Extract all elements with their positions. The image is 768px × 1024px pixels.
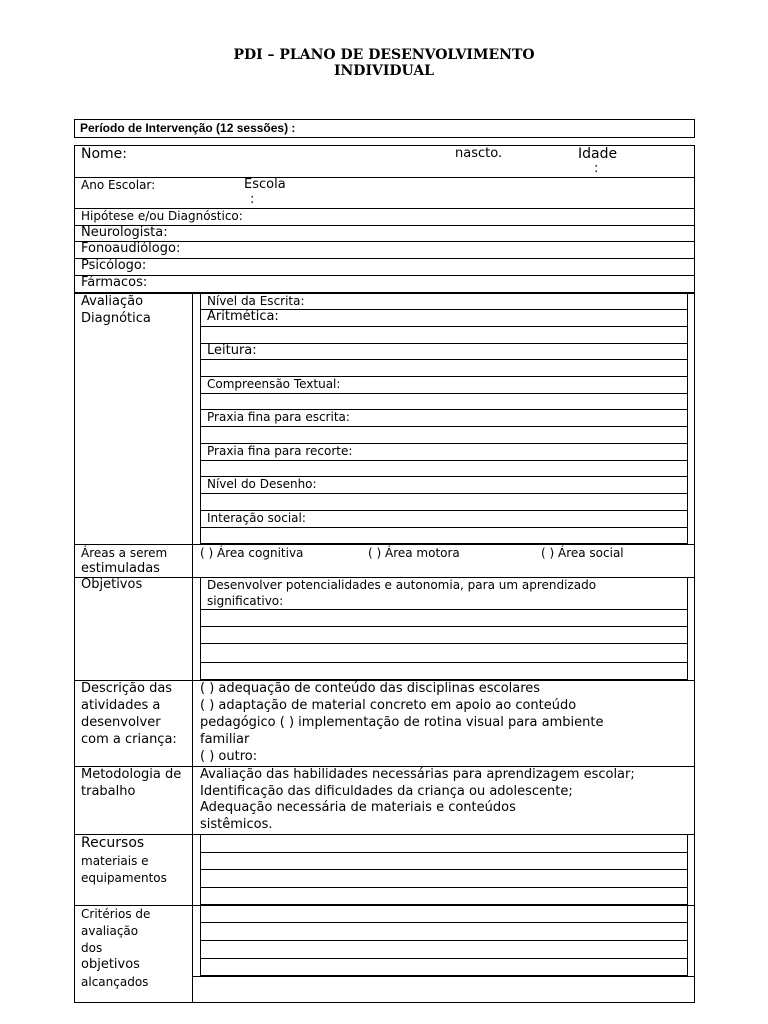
idade-label: Idade (578, 146, 618, 162)
areas-label-2: estimuladas (81, 561, 160, 576)
metodologia-label-1: Metodologia de (81, 767, 182, 782)
grid-line (200, 527, 688, 528)
criterios-label-5: alcançados (81, 975, 149, 989)
hipotese-label: Hipótese e/ou Diagnóstico: (81, 209, 243, 223)
grid-line (200, 887, 688, 888)
grid-line (200, 493, 688, 494)
metodologia-line: Avaliação das habilidades necessárias para aprendizagem escolar; (200, 767, 635, 782)
row-divider (74, 275, 695, 276)
nome-label: Nome: (81, 146, 128, 162)
praxia-escrita-label: Praxia fina para escrita: (207, 410, 350, 424)
periodo-label: Período de Intervenção (12 sessões) : (80, 121, 296, 135)
descricao-line: ( ) adequação de conteúdo das disciplinas escolares (200, 681, 541, 696)
descricao-label-4: com a criança: (81, 732, 177, 747)
grid-line (200, 426, 688, 427)
areas-label: Áreas a serem (81, 546, 168, 560)
area-cognitiva-option[interactable]: ( ) Área cognitiva (200, 546, 304, 560)
interacao-social-label: Interação social: (207, 511, 306, 525)
area-motora-option[interactable]: ( ) Área motora (368, 546, 460, 560)
metodologia-label-2: trabalho (81, 784, 136, 799)
grid-line (192, 976, 695, 977)
compreensao-label: Compreensão Textual: (207, 377, 341, 391)
grid-line (200, 359, 688, 360)
page-title: PDI – PLANO DE DESENVOLVIMENTO (233, 47, 535, 63)
nascto-label: nascto. (455, 146, 503, 161)
aritmetica-label: Aritmética: (207, 309, 279, 324)
grid-line (200, 922, 688, 923)
grid-line (200, 626, 688, 627)
page-title-line2: INDIVIDUAL (333, 63, 435, 79)
neurologista-label: Neurologista: (81, 225, 168, 240)
grid-line (200, 940, 688, 941)
objetivos-label: Objetivos (81, 577, 143, 592)
metodologia-line: Identificação das dificuldades da criança ou adolescente; (200, 784, 573, 799)
objetivos-text: Desenvolver potencialidades e autonomia, para um aprendizado (207, 578, 597, 592)
descricao-label-3: desenvolver (81, 715, 161, 730)
grid-line (200, 343, 688, 344)
grid-line (200, 609, 688, 610)
table-column-divider (192, 293, 193, 1003)
grid-line (200, 662, 688, 663)
grid-line (200, 852, 688, 853)
grid-line (200, 869, 688, 870)
ano-escolar-label: Ano Escolar: (81, 178, 156, 192)
descricao-line: familiar (200, 732, 250, 747)
right-border (694, 544, 695, 577)
row-divider (74, 258, 695, 259)
criterios-label-2: avaliação (81, 924, 139, 938)
row-divider (74, 177, 695, 178)
recursos-label-1: Recursos (81, 835, 145, 851)
escola-label: Escola (244, 177, 286, 192)
right-border (694, 680, 695, 1002)
escola-colon: : (250, 192, 255, 207)
psicologo-label: Psicólogo: (81, 258, 147, 273)
grid-line (200, 643, 688, 644)
grid-line (200, 393, 688, 394)
fonoaudiologo-label: Fonoaudiólogo: (81, 241, 181, 256)
avaliacao-right-border (694, 293, 695, 544)
table-left-border (74, 293, 75, 1003)
praxia-recorte-label: Praxia fina para recorte: (207, 444, 353, 458)
metodologia-line: sistêmicos. (200, 817, 273, 832)
grid-line (200, 958, 688, 959)
avaliacao-label: Avaliação (81, 294, 144, 309)
table-bottom-border (74, 1002, 695, 1003)
descricao-label-2: atividades a (81, 698, 161, 713)
criterios-label-3: dos (81, 941, 103, 955)
objetivos-text-2: significativo: (207, 594, 284, 608)
criterios-label-4: objetivos (81, 957, 140, 972)
recursos-label-2: materiais e (81, 854, 149, 868)
area-social-option[interactable]: ( ) Área social (541, 546, 624, 560)
nivel-desenho-label: Nível do Desenho: (207, 477, 317, 491)
grid-line (200, 326, 688, 327)
descricao-label-1: Descrição das (81, 681, 173, 696)
avaliacao-label-2: Diagnótica (81, 311, 151, 326)
idade-colon: : (594, 161, 599, 176)
criterios-label-1: Critérios de (81, 907, 151, 921)
recursos-label-3: equipamentos (81, 871, 167, 885)
descricao-line: ( ) adaptação de material concreto em apoio ao conteúdo (200, 698, 577, 713)
leitura-label: Leitura: (207, 343, 257, 358)
nivel-escrita-label: Nível da Escrita: (207, 294, 305, 308)
descricao-line: ( ) outro: (200, 749, 258, 764)
grid-line (200, 460, 688, 461)
descricao-line: pedagógico ( ) implementação de rotina visual para ambiente (200, 715, 604, 730)
metodologia-line: Adequação necessária de materiais e conteúdos (200, 800, 516, 815)
farmacos-label: Fármacos: (81, 275, 148, 290)
objetivos-right-border (694, 577, 695, 680)
